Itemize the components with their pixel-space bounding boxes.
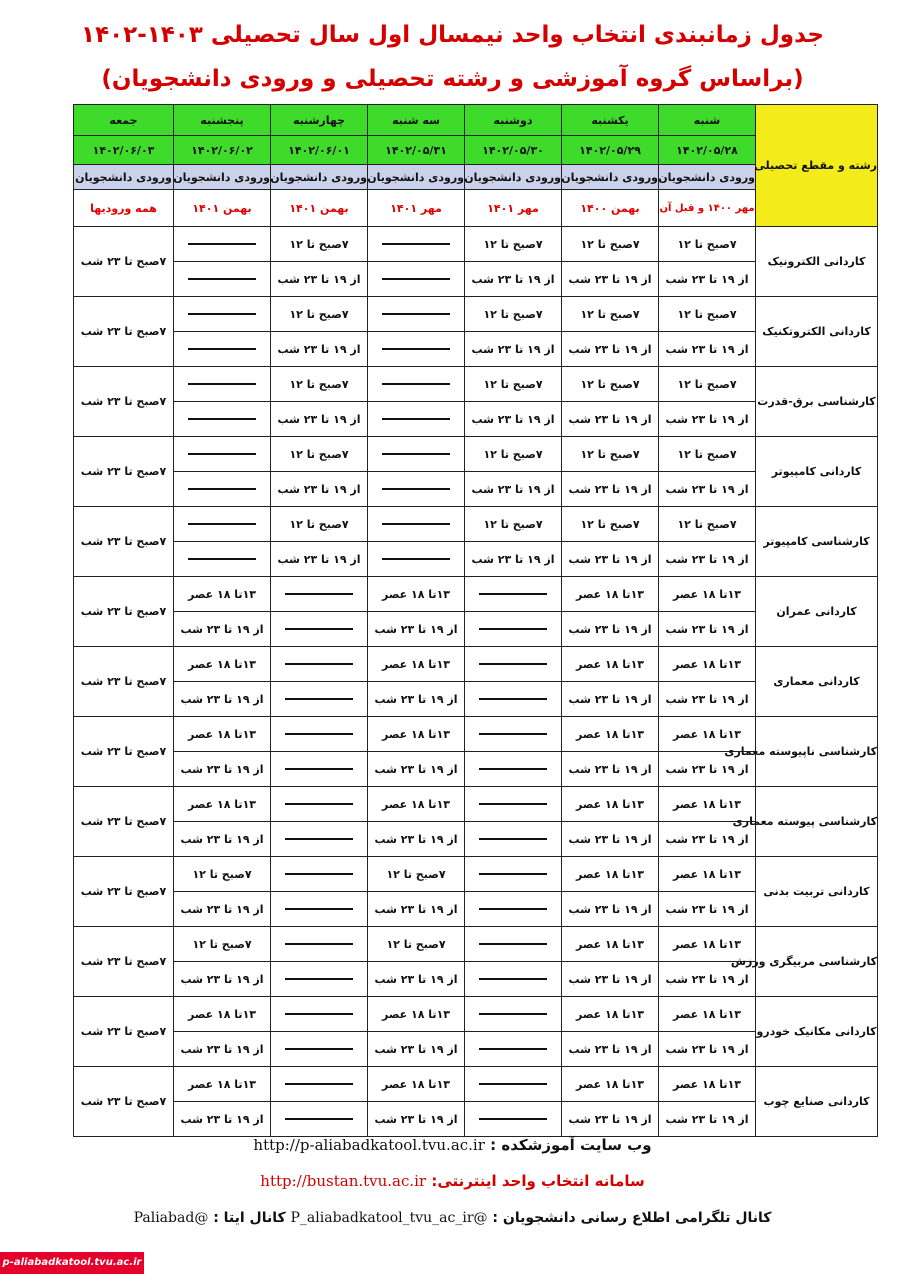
time-slot: ۱۳تا ۱۸ عصر bbox=[368, 787, 465, 822]
time-slot bbox=[368, 507, 465, 542]
entry-label: ورودی دانشجویان bbox=[659, 165, 756, 190]
time-slot: از ۱۹ تا ۲۳ شب bbox=[659, 612, 756, 647]
friday-slot: ۷صبح تا ۲۳ شب bbox=[74, 367, 174, 437]
entry-group: بهمن ۱۴۰۰ bbox=[562, 190, 659, 227]
entry-group: مهر ۱۴۰۱ bbox=[465, 190, 562, 227]
time-slot bbox=[368, 262, 465, 297]
time-slot: از ۱۹ تا ۲۳ شب bbox=[174, 892, 271, 927]
website-label: وب سایت آموزشکده : bbox=[490, 1136, 652, 1154]
major-name: کارشناسی کامپیوتر bbox=[756, 507, 878, 577]
table-row bbox=[74, 367, 878, 402]
time-slot: از ۱۹ تا ۲۳ شب bbox=[368, 892, 465, 927]
time-slot: از ۱۹ تا ۲۳ شب bbox=[271, 332, 368, 367]
time-slot: ۷صبح تا ۱۲ bbox=[271, 297, 368, 332]
time-slot: از ۱۹ تا ۲۳ شب bbox=[562, 682, 659, 717]
table-row bbox=[74, 787, 878, 822]
major-name: کارشناسی پیوسته معماری bbox=[756, 787, 878, 857]
no-slot-dash bbox=[479, 698, 547, 700]
day-date: ۱۴۰۲/۰۵/۳۰ bbox=[465, 136, 562, 165]
day-name: سه شنبه bbox=[368, 105, 465, 136]
major-name: کاردانی کامپیوتر bbox=[756, 437, 878, 507]
time-slot: از ۱۹ تا ۲۳ شب bbox=[271, 402, 368, 437]
eitaa-label: کانال ایتا : bbox=[213, 1210, 286, 1226]
website-line bbox=[0, 1136, 905, 1154]
time-slot: از ۱۹ تا ۲۳ شب bbox=[659, 472, 756, 507]
no-slot-dash bbox=[479, 733, 547, 735]
time-slot: ۱۳تا ۱۸ عصر bbox=[562, 647, 659, 682]
time-slot: از ۱۹ تا ۲۳ شب bbox=[174, 612, 271, 647]
time-slot bbox=[465, 647, 562, 682]
time-slot: ۱۳تا ۱۸ عصر bbox=[368, 997, 465, 1032]
telegram-label: کانال تلگرامی اطلاع رسانی دانشجویان : bbox=[492, 1210, 772, 1226]
no-slot-dash bbox=[285, 593, 353, 595]
portal-line bbox=[0, 1172, 905, 1190]
no-slot-dash bbox=[285, 873, 353, 875]
time-slot: از ۱۹ تا ۲۳ شب bbox=[465, 262, 562, 297]
entry-label: ورودی دانشجویان bbox=[74, 165, 174, 190]
website-link[interactable]: http://p-aliabadkatool.tvu.ac.ir bbox=[253, 1136, 485, 1154]
time-slot: ۷صبح تا ۱۲ bbox=[465, 437, 562, 472]
major-name: کاردانی معماری bbox=[756, 647, 878, 717]
time-slot bbox=[271, 612, 368, 647]
time-slot: ۷صبح تا ۱۲ bbox=[562, 507, 659, 542]
time-slot: از ۱۹ تا ۲۳ شب bbox=[174, 1102, 271, 1137]
time-slot: ۷صبح تا ۱۲ bbox=[465, 297, 562, 332]
entry-label: ورودی دانشجویان bbox=[271, 165, 368, 190]
time-slot: از ۱۹ تا ۲۳ شب bbox=[174, 752, 271, 787]
time-slot: از ۱۹ تا ۲۳ شب bbox=[174, 962, 271, 997]
time-slot bbox=[271, 752, 368, 787]
time-slot: از ۱۹ تا ۲۳ شب bbox=[659, 332, 756, 367]
time-slot bbox=[174, 332, 271, 367]
no-slot-dash bbox=[285, 663, 353, 665]
time-slot: ۱۳تا ۱۸ عصر bbox=[659, 1067, 756, 1102]
no-slot-dash bbox=[479, 978, 547, 980]
time-slot bbox=[271, 717, 368, 752]
no-slot-dash bbox=[285, 838, 353, 840]
time-slot: از ۱۹ تا ۲۳ شب bbox=[271, 542, 368, 577]
time-slot: ۱۳تا ۱۸ عصر bbox=[659, 857, 756, 892]
time-slot: از ۱۹ تا ۲۳ شب bbox=[562, 612, 659, 647]
no-slot-dash bbox=[479, 1118, 547, 1120]
time-slot: ۷صبح تا ۱۲ bbox=[271, 227, 368, 262]
time-slot: از ۱۹ تا ۲۳ شب bbox=[659, 1032, 756, 1067]
time-slot: ۱۳تا ۱۸ عصر bbox=[562, 927, 659, 962]
time-slot: ۷صبح تا ۱۲ bbox=[465, 507, 562, 542]
time-slot bbox=[174, 507, 271, 542]
time-slot: ۷صبح تا ۱۲ bbox=[465, 227, 562, 262]
time-slot bbox=[271, 647, 368, 682]
time-slot bbox=[271, 892, 368, 927]
time-slot: از ۱۹ تا ۲۳ شب bbox=[659, 262, 756, 297]
time-slot: ۷صبح تا ۱۲ bbox=[562, 297, 659, 332]
no-slot-dash bbox=[479, 628, 547, 630]
time-slot: ۱۳تا ۱۸ عصر bbox=[368, 647, 465, 682]
no-slot-dash bbox=[479, 803, 547, 805]
entry-label: ورودی دانشجویان bbox=[174, 165, 271, 190]
time-slot bbox=[465, 1032, 562, 1067]
time-slot bbox=[465, 927, 562, 962]
time-slot bbox=[465, 787, 562, 822]
time-slot: از ۱۹ تا ۲۳ شب bbox=[659, 752, 756, 787]
time-slot: ۱۳تا ۱۸ عصر bbox=[562, 1067, 659, 1102]
no-slot-dash bbox=[382, 453, 450, 455]
entry-group: همه ورودیها bbox=[74, 190, 174, 227]
no-slot-dash bbox=[479, 663, 547, 665]
time-slot bbox=[368, 332, 465, 367]
time-slot: ۱۳تا ۱۸ عصر bbox=[659, 787, 756, 822]
major-name: کاردانی مکانیک خودرو bbox=[756, 997, 878, 1067]
time-slot: از ۱۹ تا ۲۳ شب bbox=[562, 472, 659, 507]
time-slot: ۱۳تا ۱۸ عصر bbox=[562, 787, 659, 822]
entry-group: بهمن ۱۴۰۱ bbox=[271, 190, 368, 227]
day-name: چهارشنبه bbox=[271, 105, 368, 136]
no-slot-dash bbox=[285, 943, 353, 945]
friday-slot: ۷صبح تا ۲۳ شب bbox=[74, 787, 174, 857]
time-slot bbox=[465, 857, 562, 892]
no-slot-dash bbox=[382, 383, 450, 385]
no-slot-dash bbox=[188, 418, 256, 420]
entry-label: ورودی دانشجویان bbox=[368, 165, 465, 190]
time-slot: از ۱۹ تا ۲۳ شب bbox=[368, 682, 465, 717]
no-slot-dash bbox=[382, 348, 450, 350]
entry-group: مهر ۱۴۰۱ bbox=[368, 190, 465, 227]
time-slot: از ۱۹ تا ۲۳ شب bbox=[659, 682, 756, 717]
channels-line bbox=[0, 1210, 905, 1226]
time-slot: ۷صبح تا ۱۲ bbox=[174, 927, 271, 962]
no-slot-dash bbox=[479, 943, 547, 945]
time-slot bbox=[271, 857, 368, 892]
time-slot: از ۱۹ تا ۲۳ شب bbox=[659, 962, 756, 997]
time-slot: ۷صبح تا ۱۲ bbox=[368, 927, 465, 962]
table-row bbox=[74, 297, 878, 332]
time-slot: از ۱۹ تا ۲۳ شب bbox=[562, 1032, 659, 1067]
time-slot: ۱۳تا ۱۸ عصر bbox=[174, 647, 271, 682]
time-slot bbox=[465, 717, 562, 752]
no-slot-dash bbox=[382, 313, 450, 315]
no-slot-dash bbox=[285, 1048, 353, 1050]
table-row bbox=[74, 577, 878, 612]
time-slot: از ۱۹ تا ۲۳ شب bbox=[562, 332, 659, 367]
time-slot bbox=[368, 297, 465, 332]
day-name: شنبه bbox=[659, 105, 756, 136]
major-header: رشته و مقطع تحصیلی bbox=[756, 105, 878, 227]
time-slot: از ۱۹ تا ۲۳ شب bbox=[659, 822, 756, 857]
time-slot: از ۱۹ تا ۲۳ شب bbox=[659, 1102, 756, 1137]
time-slot: ۷صبح تا ۱۲ bbox=[465, 367, 562, 402]
time-slot bbox=[465, 1067, 562, 1102]
time-slot: از ۱۹ تا ۲۳ شب bbox=[368, 822, 465, 857]
time-slot: از ۱۹ تا ۲۳ شب bbox=[562, 822, 659, 857]
time-slot bbox=[271, 682, 368, 717]
no-slot-dash bbox=[188, 243, 256, 245]
time-slot: ۷صبح تا ۱۲ bbox=[659, 507, 756, 542]
time-slot bbox=[465, 682, 562, 717]
friday-slot: ۷صبح تا ۲۳ شب bbox=[74, 297, 174, 367]
time-slot: ۷صبح تا ۱۲ bbox=[562, 227, 659, 262]
no-slot-dash bbox=[285, 1118, 353, 1120]
day-date: ۱۴۰۲/۰۶/۰۳ bbox=[74, 136, 174, 165]
time-slot bbox=[271, 997, 368, 1032]
time-slot: از ۱۹ تا ۲۳ شب bbox=[562, 752, 659, 787]
time-slot bbox=[174, 227, 271, 262]
table-row bbox=[74, 227, 878, 262]
entry-label: ورودی دانشجویان bbox=[465, 165, 562, 190]
time-slot bbox=[174, 262, 271, 297]
friday-slot: ۷صبح تا ۲۳ شب bbox=[74, 227, 174, 297]
time-slot: از ۱۹ تا ۲۳ شب bbox=[174, 1032, 271, 1067]
major-name: کارشناسی مربیگری ورزش bbox=[756, 927, 878, 997]
time-slot: ۱۳تا ۱۸ عصر bbox=[562, 857, 659, 892]
no-slot-dash bbox=[479, 908, 547, 910]
no-slot-dash bbox=[188, 453, 256, 455]
time-slot: از ۱۹ تا ۲۳ شب bbox=[659, 892, 756, 927]
no-slot-dash bbox=[188, 313, 256, 315]
time-slot bbox=[368, 472, 465, 507]
page-title: جدول زمانبندی انتخاب واحد نیمسال اول سال تحصیلی ۱۴۰۳-۱۴۰۲ bbox=[81, 22, 824, 48]
table-row bbox=[74, 857, 878, 892]
time-slot: از ۱۹ تا ۲۳ شب bbox=[465, 472, 562, 507]
time-slot: از ۱۹ تا ۲۳ شب bbox=[368, 1102, 465, 1137]
no-slot-dash bbox=[285, 733, 353, 735]
no-slot-dash bbox=[479, 838, 547, 840]
friday-slot: ۷صبح تا ۲۳ شب bbox=[74, 997, 174, 1067]
portal-label: سامانه انتخاب واحد اینترنتی: bbox=[431, 1172, 645, 1190]
time-slot: ۷صبح تا ۱۲ bbox=[659, 437, 756, 472]
time-slot bbox=[174, 402, 271, 437]
time-slot bbox=[271, 927, 368, 962]
no-slot-dash bbox=[285, 803, 353, 805]
time-slot: از ۱۹ تا ۲۳ شب bbox=[368, 1032, 465, 1067]
no-slot-dash bbox=[188, 348, 256, 350]
time-slot bbox=[465, 612, 562, 647]
time-slot bbox=[271, 1032, 368, 1067]
time-slot: ۱۳تا ۱۸ عصر bbox=[174, 787, 271, 822]
eitaa-handle[interactable]: @Paliabad bbox=[133, 1210, 209, 1226]
day-date: ۱۴۰۲/۰۵/۲۹ bbox=[562, 136, 659, 165]
time-slot bbox=[368, 367, 465, 402]
day-name: پنجشنبه bbox=[174, 105, 271, 136]
time-slot: ۷صبح تا ۱۲ bbox=[271, 507, 368, 542]
time-slot: ۱۳تا ۱۸ عصر bbox=[659, 647, 756, 682]
major-name: کارشناسی برق-قدرت bbox=[756, 367, 878, 437]
entry-group: بهمن ۱۴۰۱ bbox=[174, 190, 271, 227]
no-slot-dash bbox=[188, 558, 256, 560]
friday-slot: ۷صبح تا ۲۳ شب bbox=[74, 857, 174, 927]
no-slot-dash bbox=[188, 278, 256, 280]
time-slot: از ۱۹ تا ۲۳ شب bbox=[562, 962, 659, 997]
time-slot: ۱۳تا ۱۸ عصر bbox=[368, 717, 465, 752]
table-row bbox=[74, 437, 878, 472]
no-slot-dash bbox=[479, 768, 547, 770]
page-subtitle: (براساس گروه آموزشی و رشته تحصیلی و ورودی دانشجویان) bbox=[101, 66, 804, 92]
time-slot: ۱۳تا ۱۸ عصر bbox=[174, 997, 271, 1032]
time-slot bbox=[465, 752, 562, 787]
time-slot: از ۱۹ تا ۲۳ شب bbox=[368, 752, 465, 787]
no-slot-dash bbox=[382, 243, 450, 245]
time-slot: ۷صبح تا ۱۲ bbox=[368, 857, 465, 892]
time-slot bbox=[368, 402, 465, 437]
time-slot: از ۱۹ تا ۲۳ شب bbox=[562, 402, 659, 437]
time-slot: ۱۳تا ۱۸ عصر bbox=[659, 717, 756, 752]
friday-slot: ۷صبح تا ۲۳ شب bbox=[74, 717, 174, 787]
time-slot: از ۱۹ تا ۲۳ شب bbox=[271, 262, 368, 297]
day-date: ۱۴۰۲/۰۵/۲۸ bbox=[659, 136, 756, 165]
friday-slot: ۷صبح تا ۲۳ شب bbox=[74, 647, 174, 717]
time-slot: ۱۳تا ۱۸ عصر bbox=[174, 1067, 271, 1102]
time-slot: از ۱۹ تا ۲۳ شب bbox=[659, 542, 756, 577]
no-slot-dash bbox=[382, 558, 450, 560]
table-row bbox=[74, 927, 878, 962]
time-slot bbox=[271, 1067, 368, 1102]
time-slot: ۱۳تا ۱۸ عصر bbox=[562, 717, 659, 752]
day-date: ۱۴۰۲/۰۵/۳۱ bbox=[368, 136, 465, 165]
time-slot: از ۱۹ تا ۲۳ شب bbox=[174, 682, 271, 717]
time-slot bbox=[271, 962, 368, 997]
no-slot-dash bbox=[285, 628, 353, 630]
friday-slot: ۷صبح تا ۲۳ شب bbox=[74, 437, 174, 507]
time-slot bbox=[271, 787, 368, 822]
time-slot: ۱۳تا ۱۸ عصر bbox=[562, 577, 659, 612]
time-slot: ۱۳تا ۱۸ عصر bbox=[659, 927, 756, 962]
telegram-handle[interactable]: @P_aliabadkatool_tvu_ac_ir bbox=[290, 1210, 488, 1226]
table-row bbox=[74, 997, 878, 1032]
time-slot: ۷صبح تا ۱۲ bbox=[659, 227, 756, 262]
friday-slot: ۷صبح تا ۲۳ شب bbox=[74, 927, 174, 997]
major-name: کاردانی تربیت بدنی bbox=[756, 857, 878, 927]
time-slot bbox=[174, 297, 271, 332]
entry-group: مهر ۱۴۰۰ و قبل آن bbox=[659, 190, 756, 227]
time-slot: ۱۳تا ۱۸ عصر bbox=[659, 577, 756, 612]
time-slot bbox=[271, 577, 368, 612]
time-slot: از ۱۹ تا ۲۳ شب bbox=[562, 542, 659, 577]
time-slot: ۱۳تا ۱۸ عصر bbox=[368, 1067, 465, 1102]
friday-slot: ۷صبح تا ۲۳ شب bbox=[74, 577, 174, 647]
day-name: جمعه bbox=[74, 105, 174, 136]
time-slot: از ۱۹ تا ۲۳ شب bbox=[368, 962, 465, 997]
no-slot-dash bbox=[285, 978, 353, 980]
no-slot-dash bbox=[479, 1083, 547, 1085]
time-slot: از ۱۹ تا ۲۳ شب bbox=[174, 822, 271, 857]
time-slot bbox=[465, 997, 562, 1032]
no-slot-dash bbox=[382, 488, 450, 490]
major-name: کاردانی الکتروتکنیک bbox=[756, 297, 878, 367]
no-slot-dash bbox=[382, 278, 450, 280]
time-slot bbox=[368, 227, 465, 262]
time-slot: ۱۳تا ۱۸ عصر bbox=[368, 577, 465, 612]
day-name: یکشنبه bbox=[562, 105, 659, 136]
time-slot: ۱۳تا ۱۸ عصر bbox=[174, 577, 271, 612]
major-name: کاردانی صنایع چوب bbox=[756, 1067, 878, 1137]
time-slot: ۱۳تا ۱۸ عصر bbox=[174, 717, 271, 752]
schedule-table bbox=[73, 104, 878, 1137]
no-slot-dash bbox=[382, 523, 450, 525]
day-date: ۱۴۰۲/۰۶/۰۱ bbox=[271, 136, 368, 165]
no-slot-dash bbox=[285, 1013, 353, 1015]
no-slot-dash bbox=[188, 383, 256, 385]
time-slot: ۱۳تا ۱۸ عصر bbox=[562, 997, 659, 1032]
time-slot: ۷صبح تا ۱۲ bbox=[562, 367, 659, 402]
time-slot bbox=[465, 962, 562, 997]
time-slot: از ۱۹ تا ۲۳ شب bbox=[465, 542, 562, 577]
time-slot bbox=[368, 542, 465, 577]
time-slot: ۷صبح تا ۱۲ bbox=[659, 367, 756, 402]
no-slot-dash bbox=[285, 768, 353, 770]
no-slot-dash bbox=[285, 698, 353, 700]
time-slot: ۱۳تا ۱۸ عصر bbox=[659, 997, 756, 1032]
table-row bbox=[74, 647, 878, 682]
time-slot bbox=[271, 822, 368, 857]
time-slot bbox=[368, 437, 465, 472]
friday-slot: ۷صبح تا ۲۳ شب bbox=[74, 507, 174, 577]
day-date: ۱۴۰۲/۰۶/۰۲ bbox=[174, 136, 271, 165]
time-slot bbox=[174, 437, 271, 472]
major-name: کاردانی عمران bbox=[756, 577, 878, 647]
time-slot bbox=[174, 472, 271, 507]
time-slot: از ۱۹ تا ۲۳ شب bbox=[368, 612, 465, 647]
no-slot-dash bbox=[285, 908, 353, 910]
time-slot: ۷صبح تا ۱۲ bbox=[271, 367, 368, 402]
no-slot-dash bbox=[479, 1013, 547, 1015]
no-slot-dash bbox=[382, 418, 450, 420]
time-slot: از ۱۹ تا ۲۳ شب bbox=[562, 262, 659, 297]
time-slot bbox=[465, 1102, 562, 1137]
major-name: کارشناسی ناپیوسته معماری bbox=[756, 717, 878, 787]
friday-slot: ۷صبح تا ۲۳ شب bbox=[74, 1067, 174, 1137]
time-slot: از ۱۹ تا ۲۳ شب bbox=[465, 332, 562, 367]
time-slot bbox=[271, 1102, 368, 1137]
time-slot bbox=[174, 542, 271, 577]
time-slot: ۷صبح تا ۱۲ bbox=[562, 437, 659, 472]
time-slot: ۷صبح تا ۱۲ bbox=[174, 857, 271, 892]
major-name: کاردانی الکترونیک bbox=[756, 227, 878, 297]
table-row bbox=[74, 1067, 878, 1102]
time-slot: از ۱۹ تا ۲۳ شب bbox=[562, 1102, 659, 1137]
entry-label: ورودی دانشجویان bbox=[562, 165, 659, 190]
time-slot bbox=[174, 367, 271, 402]
table-row bbox=[74, 717, 878, 752]
time-slot bbox=[465, 577, 562, 612]
day-name: دوشنبه bbox=[465, 105, 562, 136]
no-slot-dash bbox=[188, 523, 256, 525]
time-slot: ۷صبح تا ۱۲ bbox=[271, 437, 368, 472]
time-slot: از ۱۹ تا ۲۳ شب bbox=[465, 402, 562, 437]
time-slot: ۷صبح تا ۱۲ bbox=[659, 297, 756, 332]
table-row bbox=[74, 507, 878, 542]
time-slot: از ۱۹ تا ۲۳ شب bbox=[659, 402, 756, 437]
no-slot-dash bbox=[285, 1083, 353, 1085]
time-slot: از ۱۹ تا ۲۳ شب bbox=[271, 472, 368, 507]
time-slot bbox=[465, 892, 562, 927]
time-slot: از ۱۹ تا ۲۳ شب bbox=[562, 892, 659, 927]
time-slot bbox=[465, 822, 562, 857]
watermark-stamp: p-aliabadkatool.tvu.ac.ir bbox=[0, 1252, 144, 1274]
no-slot-dash bbox=[479, 873, 547, 875]
portal-link[interactable]: http://bustan.tvu.ac.ir bbox=[260, 1172, 427, 1190]
no-slot-dash bbox=[479, 593, 547, 595]
no-slot-dash bbox=[479, 1048, 547, 1050]
no-slot-dash bbox=[188, 488, 256, 490]
